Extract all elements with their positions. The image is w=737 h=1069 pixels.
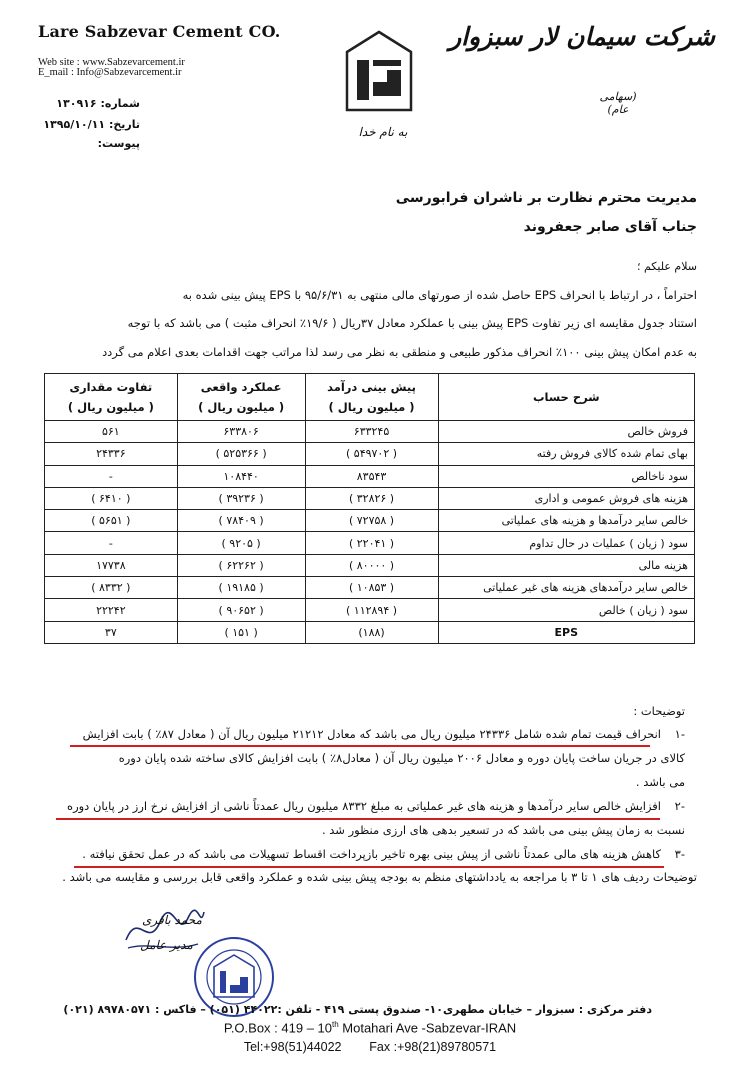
note-2-line-1: افزایش خالص سایر درآمدها و هزینه های غیر عملیاتی به مبلغ ۸۳۳۲ میلیون ریال عمدتاً ناشی از افزایش نرخ ارز در پایان دوره: [67, 799, 661, 813]
signatory-title: مدیر عامل: [140, 938, 193, 952]
row-forecast: (۱۸۸): [305, 621, 438, 643]
letter-number-label: شماره:: [100, 97, 140, 110]
row-actual: ( ۱۹۱۸۵ ): [177, 577, 305, 599]
note-1-line-2: کالای در جریان ساخت پایان دوره و معادل ۲۰۰۶ میلیون ریال آن ( معادل۸٪ ) بابت افزایش کالای ساخته شده پایان دوره: [118, 751, 685, 765]
row-actual: ۱۰۸۴۴۰: [177, 465, 305, 487]
row-forecast: ( ۵۴۹۷۰۲ ): [305, 443, 438, 465]
company-logo-icon: [343, 30, 415, 112]
row-description: بهای تمام شده کالای فروش رفته: [438, 443, 694, 465]
row-actual: ( ۹۲۰۵ ): [177, 532, 305, 554]
row-description: خالص سایر درآمدها و هزینه های عملیاتی: [438, 510, 694, 532]
row-forecast: ( ۷۲۷۵۸ ): [305, 510, 438, 532]
header-forecast-unit: ( میلیون ریال ): [328, 400, 415, 414]
note-1-red-underline: [70, 745, 650, 747]
table-row: [45, 532, 695, 554]
header-actual: [177, 374, 305, 421]
table-row: [45, 443, 695, 465]
row-forecast: ( ۳۲۸۲۶ ): [305, 487, 438, 509]
header-actual-label: عملکرد واقعی: [200, 380, 282, 394]
letter-date-label: تاریخ:: [108, 118, 140, 131]
notes-closing: توضیحات ردیف های ۱ تا ۳ با مراجعه به یادداشتهای منظم به بودجه پیش بینی شده و عملکرد واقعی قابل بررسی و مقایسه می باشد .: [62, 870, 697, 884]
header-forecast: [305, 374, 438, 421]
header-difference: [45, 374, 178, 421]
company-name-english: Lare Sabzevar Cement CO.: [38, 22, 281, 41]
row-actual: ( ۷۸۴۰۹ ): [177, 510, 305, 532]
row-difference: ( ۸۳۳۲ ): [45, 577, 178, 599]
row-actual: ( ۹۰۶۵۲ ): [177, 599, 305, 621]
note-2-number: -۲: [674, 799, 685, 813]
note-2-red-underline: [56, 818, 660, 820]
row-actual: ۶۳۳۸۰۶: [177, 421, 305, 443]
table-row: [45, 510, 695, 532]
row-difference: ۱۷۷۳۸: [45, 554, 178, 576]
row-forecast: ( ۲۲۰۴۱ ): [305, 532, 438, 554]
row-actual: ( ۳۹۲۳۶ ): [177, 487, 305, 509]
body-line-3: به عدم امکان پیش بینی ۱۰۰٪ انحراف مذکور طبیعی و منطقی به نظر می رسد لذا مراتب جهت اقدامات بعدی اعلام می گردد: [102, 345, 697, 359]
signatory-name: محمد باقری: [142, 913, 202, 927]
row-description: سود ( زیان ) خالص: [438, 599, 694, 621]
company-name-persian: شرکت سیمان لار سبزوار: [449, 22, 715, 51]
row-description: EPS: [438, 621, 694, 643]
letter-date-value: ۱۳۹۵/۱۰/۱۱: [43, 118, 106, 131]
footer-pobox-prefix: P.O.Box : 419 – 10: [223, 1020, 332, 1036]
notes-heading: توضیحات :: [633, 704, 685, 718]
note-2-line-2: نسبت به زمان پیش بینی می باشد که در تسعیر بدهی های ارزی منظور شد .: [321, 823, 685, 837]
letter-attachment: [98, 137, 140, 150]
row-forecast: ۶۳۳۲۴۵: [305, 421, 438, 443]
footer-tel-fax: Tel:+98(51)44022 Fax :+98(21)89780571: [243, 1040, 497, 1054]
header-difference-unit: ( میلیون ریال ): [67, 400, 154, 414]
header-difference-label: تفاوت مقداری: [69, 380, 153, 394]
row-forecast: ( ۱۱۲۸۹۴ ): [305, 599, 438, 621]
footer-pobox-suffix: Motahari Ave -Sabzevar-IRAN: [338, 1020, 517, 1036]
row-forecast: ( ۱۰۸۵۳ ): [305, 577, 438, 599]
note-1-number: -۱: [674, 727, 685, 741]
letter-attachment-label: پیوست:: [97, 137, 140, 150]
row-description: خالص سایر درآمدهای هزینه های غیر عملیاتی: [438, 577, 694, 599]
row-description: سود ( زیان ) عملیات در حال تداوم: [438, 532, 694, 554]
table-row: [45, 621, 695, 643]
table-header-row: [45, 374, 695, 421]
letter-number-value: ۱۳۰۹۱۶: [56, 97, 97, 110]
row-difference: ۵۶۱: [45, 421, 178, 443]
footer-pobox-sup: th: [332, 1020, 339, 1029]
email-line: E_mail : Info@Sabzevarcement.ir: [38, 67, 182, 78]
body-line-1: احتراماً ، در ارتباط با انحراف EPS حاصل شده از صورتهای مالی منتهی به ۹۵/۶/۳۱ با EPS پیش بینی شده به: [182, 288, 697, 302]
header-actual-unit: ( میلیون ریال ): [198, 400, 285, 414]
row-description: هزینه مالی: [438, 554, 694, 576]
note-1-line-1: انحراف قیمت تمام شده شامل ۲۴۳۳۶ میلیون ریال می باشد که معادل ۲۱۲۱۲ میلیون ریال آن ( معادل ۸۷٪ ) بابت افزایش: [82, 727, 661, 741]
row-difference: -: [45, 465, 178, 487]
note-3-line-1: کاهش هزینه های مالی عمدتاً ناشی از پیش بینی بهره تاخیر بازپرداخت اقساط تسهیلات می باشد که در عمل تحقق نیافته .: [82, 847, 661, 861]
row-difference: ( ۶۴۱۰ ): [45, 487, 178, 509]
footer-pobox: [200, 1020, 540, 1035]
row-difference: ۲۲۲۴۲: [45, 599, 178, 621]
website-line: Web site : www.Sabzevarcement.ir: [38, 57, 185, 68]
row-forecast: ( ۸۰۰۰۰ ): [305, 554, 438, 576]
row-actual: ( ۵۲۵۳۶۶ ): [177, 443, 305, 465]
basmala: به نام خدا: [358, 125, 408, 139]
table-row: [45, 487, 695, 509]
header-description: شرح حساب: [438, 374, 694, 421]
note-3-red-underline: [74, 866, 664, 868]
row-forecast: ۸۳۵۴۳: [305, 465, 438, 487]
row-description: سود ناخالص: [438, 465, 694, 487]
row-actual: ( ۱۵۱ ): [177, 621, 305, 643]
row-difference: ( ۵۶۵۱ ): [45, 510, 178, 532]
letter-number: [56, 97, 140, 110]
table-row: [45, 577, 695, 599]
footer-address-persian: دفتر مرکزی : سبزوار – خیابان مطهری۱۰- صندوق پستی ۴۱۹ - تلفن :۴۴۰۲۲ (۰۵۱) – فاکس : ۸۹۷۸۰۵۷۱ (۰۲۱): [63, 1003, 652, 1016]
note-3-number: -۳: [674, 847, 685, 861]
salutation: سلام علیکم ؛: [636, 260, 697, 273]
note-1-line-3: می باشد .: [635, 775, 685, 789]
table-row: [45, 599, 695, 621]
row-description: هزینه های فروش عمومی و اداری: [438, 487, 694, 509]
addressee-line-2: جناب آقای صابر جعفروند: [523, 219, 697, 235]
row-difference: ۳۷: [45, 621, 178, 643]
header-forecast-label: پیش بینی درآمد: [327, 380, 416, 394]
body-line-2: استناد جدول مقایسه ای زیر تفاوت EPS پیش بینی با عملکرد معادل ۳۷ریال ( ۱۹/۶٪ انحراف مثبت ) می باشد که با توجه: [127, 316, 697, 330]
eps-comparison-table: [44, 373, 695, 644]
table-row: [45, 554, 695, 576]
addressee-line-1: مدیریت محترم نظارت بر ناشران فرابورسی: [395, 190, 697, 206]
row-difference: ۲۴۳۳۶: [45, 443, 178, 465]
row-description: فروش خالص: [438, 421, 694, 443]
company-type: (سهامی عام): [599, 90, 637, 116]
row-actual: ( ۶۲۲۶۲ ): [177, 554, 305, 576]
letter-date: [43, 118, 140, 131]
row-difference: -: [45, 532, 178, 554]
table-row: [45, 465, 695, 487]
table-row: [45, 421, 695, 443]
